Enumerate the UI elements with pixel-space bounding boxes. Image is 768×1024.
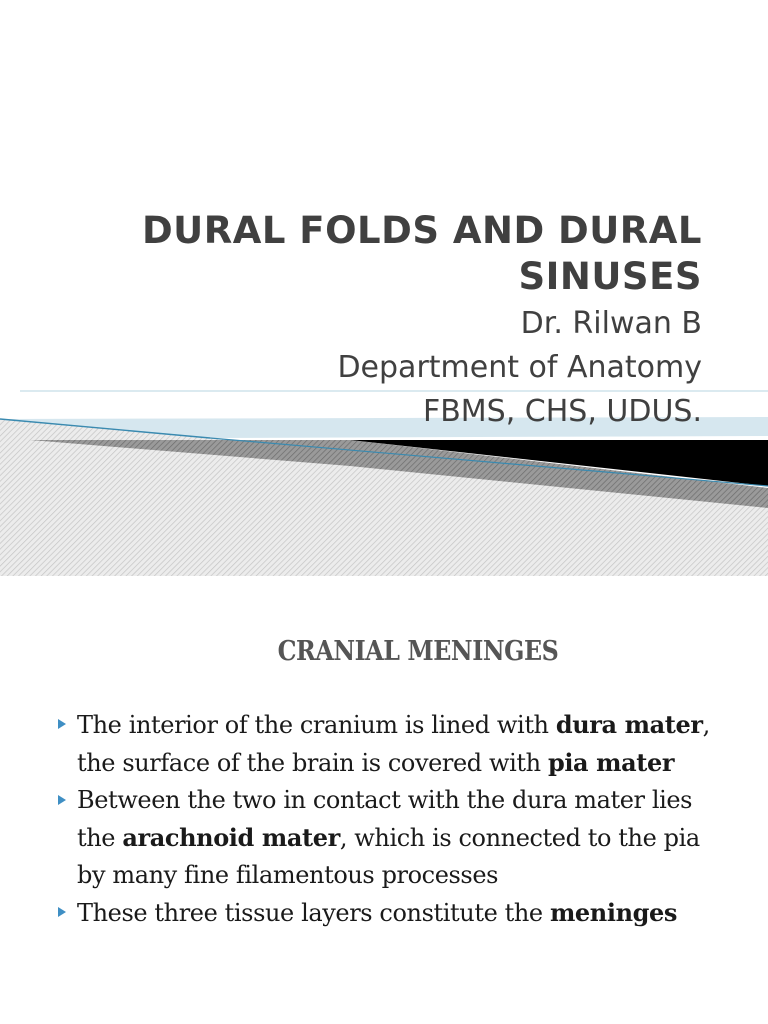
bullet-text: , which is connected to the pia by many fine filamentous processes [77,824,700,889]
bullet-item [56,706,716,782]
bullet-text: , the surface of the brain is covered with [77,711,710,777]
author-name: Dr. Rilwan B [520,306,702,341]
bullet-text: The interior of the cranium is lined with [77,711,556,739]
content-slide [0,576,768,1024]
bold-term: dura mater [555,710,703,739]
title-block [62,208,702,434]
triangle-bullet-icon [58,719,66,729]
department: Department of Anatomy [337,350,702,385]
bullet-item [56,894,716,932]
bullet-item [56,782,716,894]
bullet-text: These three tissue layers constitute the [77,899,550,927]
bullet-text: Between the two in contact with the dura mater lies the [77,786,693,852]
slide-heading: CRANIAL MENINGES [277,636,559,667]
institution: FBMS, CHS, UDUS. [422,394,702,429]
presentation-title-line-1: DURAL FOLDS AND DURAL [141,209,702,252]
bold-term: pia mater [547,748,675,777]
presentation-title-line-2: SINUSES [518,255,702,298]
triangle-bullet-icon [58,907,66,917]
triangle-bullet-icon [58,795,66,805]
bullet-list [56,706,716,932]
bold-term: meninges [549,898,677,927]
bold-term: arachnoid mater [122,823,340,852]
subtitle [62,302,702,434]
